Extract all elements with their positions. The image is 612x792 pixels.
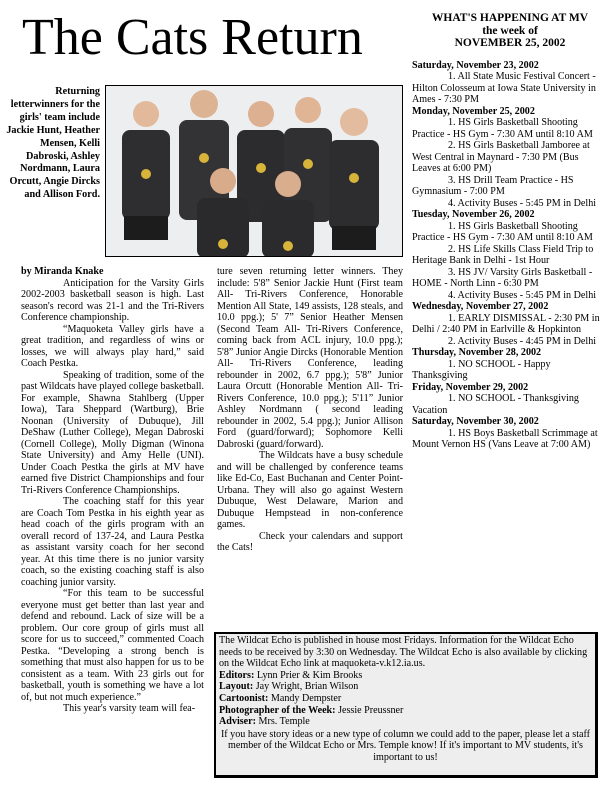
credit-value: Jay Wright, Brian Wilson — [255, 681, 359, 693]
event-day-heading: Tuesday, November 26, 2002 — [412, 209, 535, 220]
article-paragraph: The coaching staff for this year are Coach Tom Pestka in his eighth year as head coach of the girls program with an overall record of 137-24, and Laura Pestka as assistant varsity coach for her second year. At this time there is no junior varsity coach, so the existing coaching staff is also coaching junior varsity. — [21, 496, 204, 588]
credit-row — [219, 716, 592, 728]
staff-credits — [219, 670, 592, 728]
events-heading-title: WHAT'S HAPPENING AT MV — [431, 12, 589, 24]
article-paragraph: ture seven returning letter winners. They include: 5'8” Senior Jackie Hunt (First team All- Tri-Rivers Conference, Honorable Mention All State, 149 assists, 128 steals, and 10.0 ppg.); 5' 7” Senior Heather Mensen (Second Team All- Tri-Rivers Conference, coming back from ACL injury, 10.0 ppg.); 5'8” Junior Angie Dircks (Honorable Mention All- Tri-Rivers Conference, leading rebounder in 2002, 6.7 ppg.); 5'8” Junior Laura Orcutt (Honorable Mention All- Tri-Rivers Conference, 10.0 ppg.); 5'11” Junior Ashley Nordmann ( second leading rebounder in 2002, 5.4 ppg.); Junior Allison Ford (guard/forward); Sophomore Kelli Dabroski (guard/forward). — [217, 266, 403, 450]
byline: by Miranda Knake — [21, 266, 104, 277]
credit-value: Jessie Preussner — [338, 704, 404, 716]
article-paragraph: The Wildcats have a busy schedule and will be challenged by conference teams like Ed-Co, East Buchanan and Center Point-Urbana. They will also go against Western Dubuque, West Delaware, Marion and Dubuque Hempstead in non-conference games. — [217, 450, 403, 530]
event-day-heading: Friday, November 29, 2002 — [412, 381, 529, 393]
events-heading-date: NOVEMBER 25, 2002 — [454, 37, 566, 49]
article-paragraph: This year's varsity team will fea- — [63, 703, 196, 714]
events-list — [412, 60, 608, 451]
event-item: 1. HS Girls Basketball Shooting Practice - HS Gym - 7:30 AM until 8:10 AM — [412, 117, 593, 140]
event-item: 1. HS Boys Basketball Scrimmage at Mount Vernon HS (Vans Leave at 7:00 AM) — [412, 427, 598, 450]
credit-value: Mrs. Temple — [258, 716, 310, 728]
story-ideas-note: If you have story ideas or a new type of column we could add to the paper, please let a staff member of the Wildcat Echo or Mrs. Temple know! If it's important to MV students, it's important to us! — [220, 728, 591, 763]
article-paragraph: “For this team to be successful everyone must get better than last year and defend and rebound. Lack of size will be a problem. Our core group of girls must all score for us to succeed,” commented Coach Pestka. “Developing a strong bench is something that must also happen for us to be consistent as a team. With 23 girls out for basketball, youth is something we have a lot of, but not much experience.” — [21, 588, 204, 703]
event-item: 2. Activity Buses - 4:45 PM in Delhi — [448, 335, 597, 347]
credit-label: Editors: — [219, 669, 257, 681]
headline: The Cats Return — [22, 9, 363, 66]
credit-label: Adviser: — [219, 716, 259, 728]
event-item: 4. Activity Buses - 5:45 PM in Delhi — [448, 289, 597, 301]
event-item: 3. HS JV/ Varsity Girls Basketball - HOME - North Linn - 6:30 PM — [412, 266, 593, 289]
event-day-heading: Monday, November 25, 2002 — [412, 105, 535, 117]
event-day-heading: Saturday, November 23, 2002 — [412, 59, 539, 71]
event-day-heading: Thursday, November 28, 2002 — [412, 347, 542, 358]
credit-row — [219, 670, 592, 682]
event-item: 1. NO SCHOOL - Thanksgiving Vacation — [412, 393, 579, 416]
article-column-2 — [217, 266, 403, 554]
event-item: 3. HS Drill Team Practice - HS Gymnasium - 7:00 PM — [412, 174, 574, 197]
publication-info: The Wildcat Echo is published in house most Fridays. Information for the Wildcat Echo needs to be received by 3:30 on Wednesday. The Wildcat Echo is also available by clicking on the Wildcat Echo link at maquoketa-v.k12.ia.us. — [219, 635, 588, 670]
article-paragraph: Anticipation for the Varsity Girls 2002-2003 basketball season is high. Last season's record was 21-1 and the Tri-Rivers Conference championship. — [21, 277, 204, 323]
events-sidebar — [412, 12, 608, 451]
events-heading-subtitle: the week of — [482, 24, 538, 37]
article-paragraph: Speaking of tradition, some of the past Wildcats have played college basketball. For example, Shawna Stahlberg (Upper Iowa), Tara Sheppard (Wartburg), Brie Noonan (University of Dubuque), Jill DeShaw (Luther College), Megan Dabroski (Cornell College), Molly Digman (Winona State University) and Amy Helle (UNI). Under Coach Pestka the girls at MV have earned five District Championships and four Tri-Rivers Conference Championships. — [21, 369, 204, 496]
credit-row — [219, 693, 592, 705]
staff-info-box — [214, 632, 598, 778]
event-day-heading: Wednesday, November 27, 2002 — [412, 301, 549, 312]
article-column-1 — [21, 266, 204, 715]
team-photo — [105, 85, 403, 257]
event-item: 1. NO SCHOOL - Happy Thanksgiving — [412, 358, 551, 381]
event-item: 4. Activity Buses - 5:45 PM in Delhi — [448, 197, 597, 209]
credit-label: Photographer of the Week: — [219, 704, 339, 716]
credit-label: Layout: — [219, 681, 256, 693]
event-item: 2. HS Girls Basketball Jamboree at West Central in Maynard - 7:30 PM (Bus Leaves at 6:00 PM) — [412, 140, 590, 174]
credit-row — [219, 705, 592, 717]
photo-caption: Returning letterwinners for the girls' team include Jackie Hunt, Heather Mensen, Kelli Dabroski, Ashley Nordmann, Laura Orcutt, Angie Dircks and Allison Ford. — [6, 86, 100, 201]
event-day-heading: Saturday, November 30, 2002 — [412, 416, 539, 427]
credit-row — [219, 681, 592, 693]
article-paragraph: “Maquoketa Valley girls have a great tradition, and regardless of wins or losses, we will always play hard,” said Coach Pestka. — [21, 323, 204, 369]
events-heading — [412, 12, 608, 50]
article-paragraph: Check your calendars and support the Cats! — [217, 530, 403, 553]
credit-label: Cartoonist: — [219, 692, 271, 704]
credit-value: Lynn Prier & Kim Brooks — [256, 669, 363, 681]
event-item: 2. HS Life Skills Class Field Trip to Heritage Bank in Delhi - 1st Hour — [412, 243, 594, 266]
event-item: 1. HS Girls Basketball Shooting Practice - HS Gym - 7:30 AM until 8:10 AM — [412, 220, 593, 243]
credit-value: Mandy Dempster — [270, 692, 342, 704]
event-item: 1. EARLY DISMISSAL - 2:30 PM in Delhi / 2:40 PM in Earlville & Hopkinton — [412, 312, 600, 335]
team-photo-illustration — [106, 86, 402, 256]
event-item: 1. All State Music Festival Concert - Hilton Colosseum at Iowa State University in Ames - 7:30 PM — [412, 71, 596, 105]
